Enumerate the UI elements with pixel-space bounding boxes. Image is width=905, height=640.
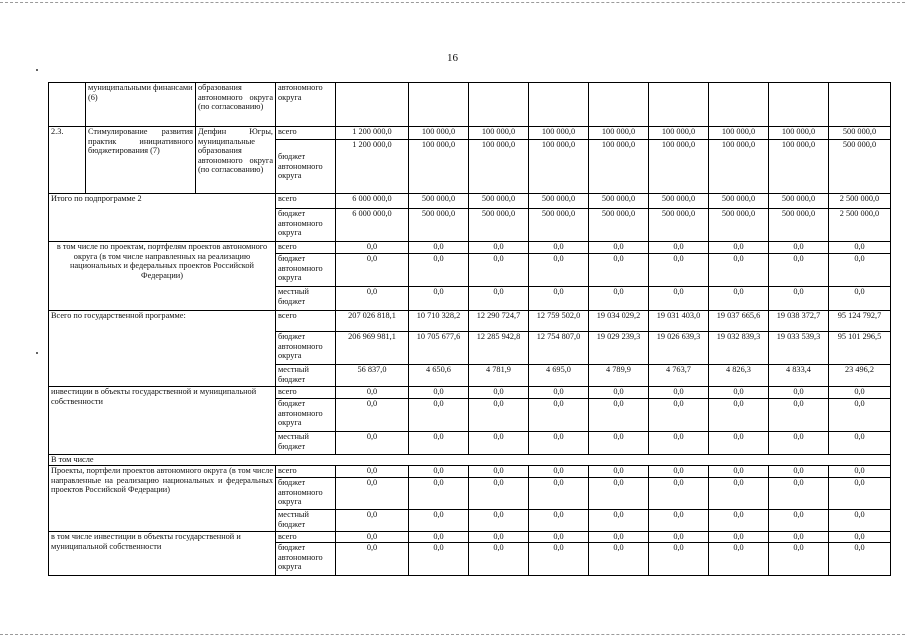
value-cell: 0,0 bbox=[769, 510, 829, 532]
value-cell: 0,0 bbox=[589, 387, 649, 399]
value-cell: 12 285 942,8 bbox=[469, 332, 529, 365]
value-cell: 0,0 bbox=[529, 287, 589, 311]
value-cell: 0,0 bbox=[529, 432, 589, 455]
value-cell: 0,0 bbox=[409, 387, 469, 399]
value-cell: 0,0 bbox=[589, 432, 649, 455]
value-cell: 2 500 000,0 bbox=[829, 194, 891, 209]
value-cell: 19 038 372,7 bbox=[769, 311, 829, 332]
value-cell: 0,0 bbox=[336, 532, 409, 543]
value-cell: 56 837,0 bbox=[336, 365, 409, 387]
value-cell: 19 033 539,3 bbox=[769, 332, 829, 365]
source-cell: местный бюджет bbox=[276, 287, 336, 311]
activity-name-cell: Стимулирование развития практик инициативного бюджетирования (7) bbox=[86, 127, 196, 194]
value-cell: 500 000,0 bbox=[649, 209, 709, 242]
value-cell: 500 000,0 bbox=[769, 194, 829, 209]
value-cell bbox=[529, 83, 589, 127]
value-cell: 500 000,0 bbox=[469, 194, 529, 209]
page-number: 16 bbox=[447, 52, 458, 64]
value-cell: 0,0 bbox=[409, 543, 469, 576]
value-cell: 100 000,0 bbox=[649, 140, 709, 194]
value-cell: 4 763,7 bbox=[649, 365, 709, 387]
value-cell: 0,0 bbox=[649, 466, 709, 478]
value-cell: 0,0 bbox=[829, 287, 891, 311]
value-cell: 0,0 bbox=[769, 532, 829, 543]
value-cell: 0,0 bbox=[469, 510, 529, 532]
value-cell: 0,0 bbox=[829, 532, 891, 543]
value-cell: 0,0 bbox=[589, 543, 649, 576]
value-cell bbox=[336, 83, 409, 127]
value-cell: 0,0 bbox=[529, 478, 589, 510]
value-cell: 0,0 bbox=[709, 254, 769, 287]
value-cell: 500 000,0 bbox=[709, 209, 769, 242]
budget-table bbox=[48, 82, 891, 576]
value-cell: 0,0 bbox=[829, 254, 891, 287]
value-cell: 100 000,0 bbox=[649, 127, 709, 140]
value-cell: 0,0 bbox=[829, 543, 891, 576]
value-cell: 0,0 bbox=[336, 432, 409, 455]
executor-cell: Депфин Югры, муниципальные образования автономного округа (по согласованию) bbox=[196, 127, 276, 194]
value-cell: 500 000,0 bbox=[409, 194, 469, 209]
value-cell: 4 695,0 bbox=[529, 365, 589, 387]
value-cell: 0,0 bbox=[469, 432, 529, 455]
value-cell: 100 000,0 bbox=[769, 140, 829, 194]
table-row bbox=[49, 194, 891, 209]
scan-speck bbox=[36, 352, 38, 354]
activity-name-cell: муниципальными финансами (6) bbox=[86, 83, 196, 127]
value-cell: 0,0 bbox=[336, 466, 409, 478]
value-cell: 19 031 403,0 bbox=[649, 311, 709, 332]
value-cell: 0,0 bbox=[336, 242, 409, 254]
value-cell: 0,0 bbox=[649, 532, 709, 543]
value-cell: 500 000,0 bbox=[829, 140, 891, 194]
value-cell: 0,0 bbox=[409, 287, 469, 311]
value-cell: 0,0 bbox=[649, 254, 709, 287]
value-cell: 0,0 bbox=[649, 387, 709, 399]
value-cell: 0,0 bbox=[409, 510, 469, 532]
value-cell: 0,0 bbox=[469, 532, 529, 543]
value-cell bbox=[589, 83, 649, 127]
program-total-label: Всего по государственной программе: bbox=[49, 311, 276, 387]
source-cell: всего bbox=[276, 127, 336, 140]
value-cell: 0,0 bbox=[469, 254, 529, 287]
table-row bbox=[49, 387, 891, 399]
value-cell: 0,0 bbox=[409, 532, 469, 543]
source-cell: всего bbox=[276, 311, 336, 332]
value-cell: 0,0 bbox=[709, 478, 769, 510]
value-cell: 0,0 bbox=[769, 432, 829, 455]
value-cell: 0,0 bbox=[769, 242, 829, 254]
value-cell: 0,0 bbox=[589, 254, 649, 287]
value-cell: 500 000,0 bbox=[529, 194, 589, 209]
value-cell: 0,0 bbox=[336, 399, 409, 432]
value-cell: 0,0 bbox=[529, 242, 589, 254]
value-cell: 95 101 296,5 bbox=[829, 332, 891, 365]
value-cell: 500 000,0 bbox=[589, 194, 649, 209]
value-cell: 0,0 bbox=[589, 510, 649, 532]
value-cell: 0,0 bbox=[409, 432, 469, 455]
value-cell: 100 000,0 bbox=[589, 140, 649, 194]
value-cell: 0,0 bbox=[829, 242, 891, 254]
table-row bbox=[49, 127, 891, 140]
value-cell: 1 200 000,0 bbox=[336, 140, 409, 194]
value-cell: 19 037 665,6 bbox=[709, 311, 769, 332]
value-cell: 500 000,0 bbox=[589, 209, 649, 242]
value-cell: 206 969 981,1 bbox=[336, 332, 409, 365]
value-cell bbox=[409, 83, 469, 127]
value-cell: 0,0 bbox=[709, 242, 769, 254]
value-cell: 0,0 bbox=[336, 387, 409, 399]
value-cell: 0,0 bbox=[769, 466, 829, 478]
value-cell: 500 000,0 bbox=[769, 209, 829, 242]
value-cell: 100 000,0 bbox=[589, 127, 649, 140]
subtotal-label: Итого по подпрограмме 2 bbox=[49, 194, 276, 242]
value-cell bbox=[829, 83, 891, 127]
value-cell: 0,0 bbox=[529, 510, 589, 532]
value-cell: 6 000 000,0 bbox=[336, 209, 409, 242]
value-cell: 100 000,0 bbox=[469, 127, 529, 140]
value-cell: 0,0 bbox=[709, 510, 769, 532]
value-cell: 1 200 000,0 bbox=[336, 127, 409, 140]
source-cell: всего bbox=[276, 466, 336, 478]
source-cell: бюджет автономного округа bbox=[276, 332, 336, 365]
value-cell: 0,0 bbox=[529, 543, 589, 576]
value-cell: 0,0 bbox=[409, 254, 469, 287]
value-cell: 4 833,4 bbox=[769, 365, 829, 387]
value-cell: 0,0 bbox=[649, 478, 709, 510]
value-cell: 0,0 bbox=[589, 478, 649, 510]
value-cell: 0,0 bbox=[709, 532, 769, 543]
value-cell: 0,0 bbox=[469, 543, 529, 576]
projects-label: в том числе по проектам, портфелям проектов автономного округа (в том числе направленных на реализацию национальных и федеральных проектов Российской Федерации) bbox=[49, 242, 276, 311]
source-cell: всего bbox=[276, 532, 336, 543]
value-cell: 500 000,0 bbox=[469, 209, 529, 242]
value-cell bbox=[469, 83, 529, 127]
value-cell bbox=[649, 83, 709, 127]
value-cell: 0,0 bbox=[829, 432, 891, 455]
value-cell: 0,0 bbox=[769, 287, 829, 311]
value-cell: 23 496,2 bbox=[829, 365, 891, 387]
value-cell: 0,0 bbox=[336, 287, 409, 311]
scan-speck bbox=[36, 69, 38, 71]
value-cell: 0,0 bbox=[409, 242, 469, 254]
value-cell: 95 124 792,7 bbox=[829, 311, 891, 332]
value-cell: 10 710 328,2 bbox=[409, 311, 469, 332]
value-cell: 0,0 bbox=[829, 466, 891, 478]
source-cell: всего bbox=[276, 387, 336, 399]
value-cell: 500 000,0 bbox=[829, 127, 891, 140]
source-cell: всего bbox=[276, 194, 336, 209]
table-row bbox=[49, 83, 891, 127]
value-cell: 0,0 bbox=[529, 254, 589, 287]
value-cell: 0,0 bbox=[469, 242, 529, 254]
executor-cell: образования автономного округа (по согласованию) bbox=[196, 83, 276, 127]
value-cell: 10 705 677,6 bbox=[409, 332, 469, 365]
value-cell: 0,0 bbox=[769, 399, 829, 432]
value-cell: 0,0 bbox=[529, 387, 589, 399]
value-cell: 0,0 bbox=[709, 466, 769, 478]
projects-portfolio-label: Проекты, портфели проектов автономного округа (в том числе направленные на реализацию национальных и федеральных проектов Российской Федерации) bbox=[49, 466, 276, 532]
value-cell: 0,0 bbox=[469, 466, 529, 478]
value-cell: 0,0 bbox=[649, 399, 709, 432]
value-cell: 100 000,0 bbox=[529, 140, 589, 194]
investments-label: инвестиции в объекты государственной и муниципальной собственности bbox=[49, 387, 276, 455]
value-cell: 0,0 bbox=[469, 478, 529, 510]
source-cell: бюджет автономного округа bbox=[276, 209, 336, 242]
value-cell: 12 759 502,0 bbox=[529, 311, 589, 332]
scan-edge-bottom bbox=[0, 634, 905, 635]
row-number-cell bbox=[49, 83, 86, 127]
value-cell: 0,0 bbox=[709, 387, 769, 399]
value-cell: 100 000,0 bbox=[409, 140, 469, 194]
value-cell: 207 026 818,1 bbox=[336, 311, 409, 332]
value-cell: 0,0 bbox=[649, 432, 709, 455]
value-cell: 0,0 bbox=[409, 478, 469, 510]
value-cell: 0,0 bbox=[589, 242, 649, 254]
value-cell: 19 032 839,3 bbox=[709, 332, 769, 365]
value-cell: 0,0 bbox=[649, 543, 709, 576]
value-cell: 0,0 bbox=[829, 478, 891, 510]
value-cell: 4 789,9 bbox=[589, 365, 649, 387]
table-row bbox=[49, 532, 891, 543]
value-cell: 100 000,0 bbox=[769, 127, 829, 140]
value-cell: 100 000,0 bbox=[469, 140, 529, 194]
value-cell: 0,0 bbox=[589, 466, 649, 478]
value-cell: 4 781,9 bbox=[469, 365, 529, 387]
value-cell: 0,0 bbox=[709, 287, 769, 311]
value-cell: 0,0 bbox=[709, 399, 769, 432]
value-cell: 0,0 bbox=[589, 399, 649, 432]
source-cell: бюджет автономного округа bbox=[276, 399, 336, 432]
value-cell: 0,0 bbox=[649, 242, 709, 254]
investments-included-label: в том числе инвестиции в объекты государственной и муниципальной собственности bbox=[49, 532, 276, 576]
value-cell: 0,0 bbox=[409, 466, 469, 478]
value-cell: 0,0 bbox=[409, 399, 469, 432]
value-cell: 19 029 239,3 bbox=[589, 332, 649, 365]
scan-edge-top bbox=[0, 2, 905, 3]
value-cell: 100 000,0 bbox=[709, 127, 769, 140]
value-cell: 0,0 bbox=[829, 510, 891, 532]
source-cell: местный бюджет bbox=[276, 432, 336, 455]
table-row bbox=[49, 242, 891, 254]
value-cell: 0,0 bbox=[469, 387, 529, 399]
including-label: В том числе bbox=[49, 455, 891, 466]
row-number-cell: 2.3. bbox=[49, 127, 86, 194]
value-cell: 500 000,0 bbox=[709, 194, 769, 209]
value-cell: 19 026 639,3 bbox=[649, 332, 709, 365]
value-cell: 500 000,0 bbox=[649, 194, 709, 209]
value-cell: 100 000,0 bbox=[529, 127, 589, 140]
value-cell: 12 754 807,0 bbox=[529, 332, 589, 365]
value-cell: 0,0 bbox=[336, 478, 409, 510]
value-cell: 0,0 bbox=[769, 478, 829, 510]
value-cell: 4 650,6 bbox=[409, 365, 469, 387]
source-cell: автономного округа bbox=[276, 83, 336, 127]
source-cell: местный бюджет bbox=[276, 365, 336, 387]
table-row bbox=[49, 311, 891, 332]
value-cell: 100 000,0 bbox=[409, 127, 469, 140]
value-cell: 0,0 bbox=[769, 387, 829, 399]
value-cell: 12 290 724,7 bbox=[469, 311, 529, 332]
table-row bbox=[49, 466, 891, 478]
value-cell: 0,0 bbox=[529, 466, 589, 478]
value-cell: 0,0 bbox=[469, 399, 529, 432]
value-cell: 4 826,3 bbox=[709, 365, 769, 387]
source-cell: бюджет автономного округа bbox=[276, 543, 336, 576]
source-cell: всего bbox=[276, 242, 336, 254]
value-cell: 0,0 bbox=[469, 287, 529, 311]
value-cell: 0,0 bbox=[336, 543, 409, 576]
value-cell: 0,0 bbox=[769, 543, 829, 576]
value-cell: 0,0 bbox=[336, 510, 409, 532]
value-cell: 0,0 bbox=[649, 510, 709, 532]
value-cell: 500 000,0 bbox=[409, 209, 469, 242]
value-cell: 19 034 029,2 bbox=[589, 311, 649, 332]
value-cell: 500 000,0 bbox=[529, 209, 589, 242]
value-cell: 0,0 bbox=[829, 387, 891, 399]
value-cell: 0,0 bbox=[649, 287, 709, 311]
value-cell: 0,0 bbox=[589, 532, 649, 543]
value-cell: 0,0 bbox=[529, 532, 589, 543]
source-cell: местный бюджет bbox=[276, 510, 336, 532]
value-cell: 0,0 bbox=[336, 254, 409, 287]
table-row bbox=[49, 455, 891, 466]
value-cell: 0,0 bbox=[589, 287, 649, 311]
value-cell: 0,0 bbox=[829, 399, 891, 432]
value-cell: 0,0 bbox=[709, 432, 769, 455]
source-cell: бюджет автономного округа bbox=[276, 478, 336, 510]
value-cell: 2 500 000,0 bbox=[829, 209, 891, 242]
source-cell: бюджет автономного округа bbox=[276, 254, 336, 287]
source-cell: бюджет автономного округа bbox=[276, 140, 336, 194]
value-cell: 6 000 000,0 bbox=[336, 194, 409, 209]
value-cell: 0,0 bbox=[709, 543, 769, 576]
value-cell bbox=[709, 83, 769, 127]
value-cell: 100 000,0 bbox=[709, 140, 769, 194]
value-cell: 0,0 bbox=[769, 254, 829, 287]
value-cell: 0,0 bbox=[529, 399, 589, 432]
value-cell bbox=[769, 83, 829, 127]
